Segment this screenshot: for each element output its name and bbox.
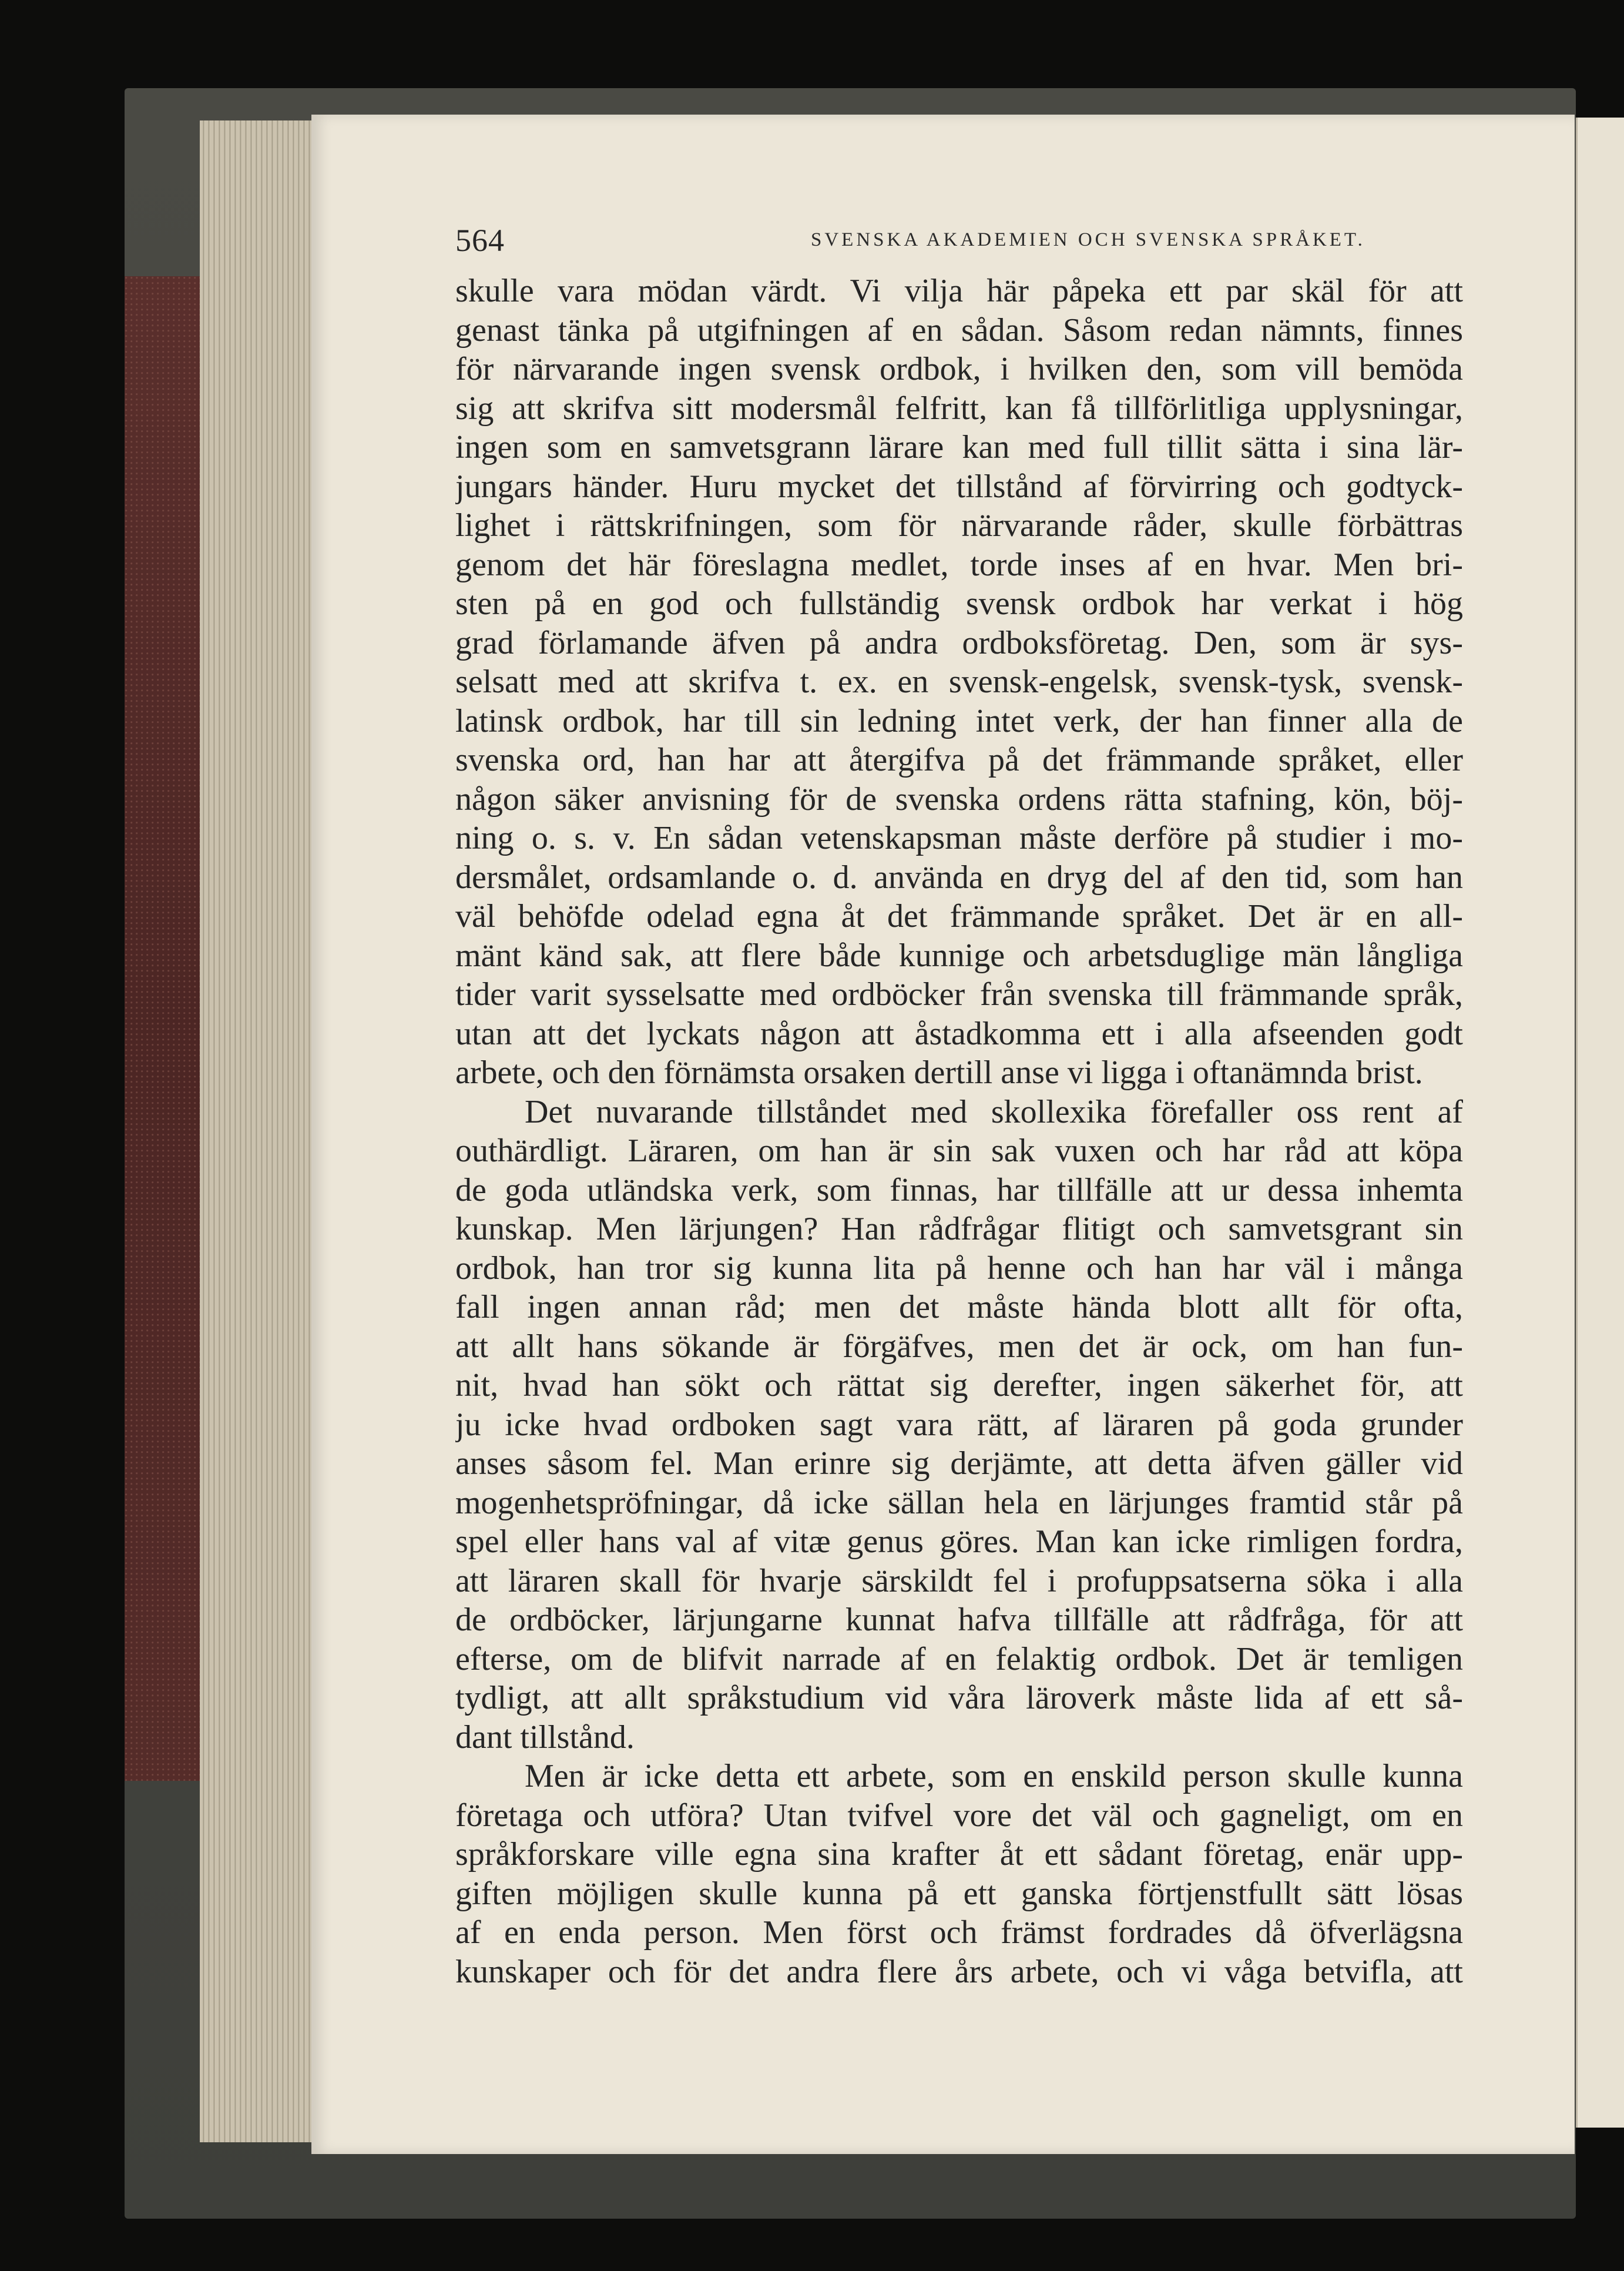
text-line: någon säker anvisning för de svenska ordens rätta stafning, kön, böj-: [455, 781, 1463, 818]
text-line: latinsk ordbok, har till sin ledning intet verk, der han finner alla de: [455, 702, 1463, 739]
text-line: jungars händer. Huru mycket det tillstånd af förvirring och godtyck-: [455, 468, 1463, 505]
text-line: att läraren skall för hvarje särskildt fel i profuppsatserna söka i alla: [455, 1562, 1463, 1599]
text-line: tydligt, att allt språkstudium vid våra läroverk måste lida af ett så-: [455, 1680, 1463, 1716]
text-line: arbete, och den förnämsta orsaken dertill anse vi ligga i oftanämnda brist.: [455, 1054, 1423, 1091]
text-line: dant tillstånd.: [455, 1719, 635, 1756]
text-line: ju icke hvad ordboken sagt vara rätt, af läraren på goda grunder: [455, 1406, 1463, 1443]
text-line: lighet i rättskrifningen, som för närvarande råder, skulle förbättras: [455, 507, 1463, 544]
text-line: efterse, om de blifvit narrade af en felaktig ordbok. Det är temligen: [455, 1640, 1463, 1677]
text-line: af en enda person. Men först och främst fordrades då öfverlägsna: [455, 1914, 1463, 1951]
text-line: fall ingen annan råd; men det måste hända blott allt för ofta,: [455, 1289, 1463, 1325]
text-line: spel eller hans val af vitæ genus göres. Man kan icke rimligen fordra,: [455, 1523, 1463, 1560]
text-line: de ordböcker, lärjungarne kunnat hafva tillfälle att rådfråga, för att: [455, 1602, 1463, 1638]
text-line: Det nuvarande tillståndet med skollexika förefaller oss rent af: [525, 1093, 1463, 1130]
text-line: grad förlamande äfven på andra ordboksföretag. Den, som är sys-: [455, 624, 1463, 661]
text-line: ordbok, han tror sig kunna lita på henne och han har väl i många: [455, 1250, 1463, 1287]
text-line: att allt hans sökande är förgäfves, men det är ock, om han fun-: [455, 1328, 1463, 1365]
text-line: språkforskare ville egna sina krafter åt ett sådant företag, enär upp-: [455, 1836, 1463, 1873]
text-line: kunskaper och för det andra flere års arbete, och vi våga betvifla, att: [455, 1953, 1463, 1990]
text-line: kunskap. Men lärjungen? Han rådfrågar flitigt och samvetsgrant sin: [455, 1211, 1463, 1247]
text-line: svenska ord, han har att återgifva på det främmande språket, eller: [455, 742, 1463, 778]
text-line: selsatt med att skrifva t. ex. en svensk-engelsk, svensk-tysk, svensk-: [455, 664, 1463, 700]
running-head: [455, 222, 1454, 263]
text-line: för närvarande ingen svensk ordbok, i hvilken den, som vill bemöda: [455, 351, 1463, 387]
text-line: utan att det lyckats någon att åstadkomma ett i alla afseenden godt: [455, 1015, 1463, 1052]
text-line: skulle vara mödan värdt. Vi vilja här påpeka ett par skäl för att: [455, 273, 1463, 309]
text-line: väl behöfde odelad egna åt det främmande språket. Det är en all-: [455, 898, 1463, 934]
text-line: nit, hvad han sökt och rättat sig derefter, ingen säkerhet för, att: [455, 1367, 1463, 1404]
text-line: ning o. s. v. En sådan vetenskapsman måste derföre på studier i mo-: [455, 820, 1463, 856]
page-edges: [200, 120, 317, 2142]
text-line: sig att skrifva sitt modersmål felfritt, kan få tillförlitliga upplysningar,: [455, 390, 1463, 427]
text-line: dersmålet, ordsamlande o. d. använda en dryg del af den tid, som han: [455, 859, 1463, 896]
text-line: sten på en god och fullständig svensk ordbok har verkat i hög: [455, 585, 1463, 622]
text-line: anses såsom fel. Man erinre sig derjämte, att detta äfven gäller vid: [455, 1445, 1463, 1482]
body-text: [455, 272, 1463, 1991]
text-line: giften möjligen skulle kunna på ett ganska förtjenstfullt sätt lösas: [455, 1875, 1463, 1912]
text-line: genast tänka på utgifningen af en sådan. Såsom redan nämnts, finnes: [455, 311, 1463, 349]
text-line: Men är icke detta ett arbete, som en enskild person skulle kunna: [525, 1758, 1463, 1794]
page-number: 564: [455, 223, 505, 258]
text-line: de goda utländska verk, som finnas, har tillfälle att ur dessa inhemta: [455, 1171, 1463, 1208]
text-line: företaga och utföra? Utan tvifvel vore det väl och gagneligt, om en: [455, 1797, 1463, 1834]
text-line: mogenhetspröfningar, då icke sällan hela en lärjunges framtid står på: [455, 1484, 1463, 1521]
running-title: SVENSKA AKADEMIEN OCH SVENSKA SPRÅKET.: [811, 229, 1365, 250]
text-line: outhärdligt. Läraren, om han är sin sak vuxen och har råd att köpa: [455, 1133, 1463, 1169]
text-line: tider varit sysselsatte med ordböcker från svenska till främmande språk,: [455, 976, 1463, 1013]
next-page-edge: [1576, 118, 1624, 2128]
text-line: mänt känd sak, att flere både kunnige och arbetsduglige män långliga: [455, 937, 1463, 974]
text-line: ingen som en samvetsgrann lärare kan med full tillit sätta i sina lär-: [455, 429, 1463, 465]
text-line: genom det här föreslagna medlet, torde inses af en hvar. Men bri-: [455, 546, 1463, 583]
